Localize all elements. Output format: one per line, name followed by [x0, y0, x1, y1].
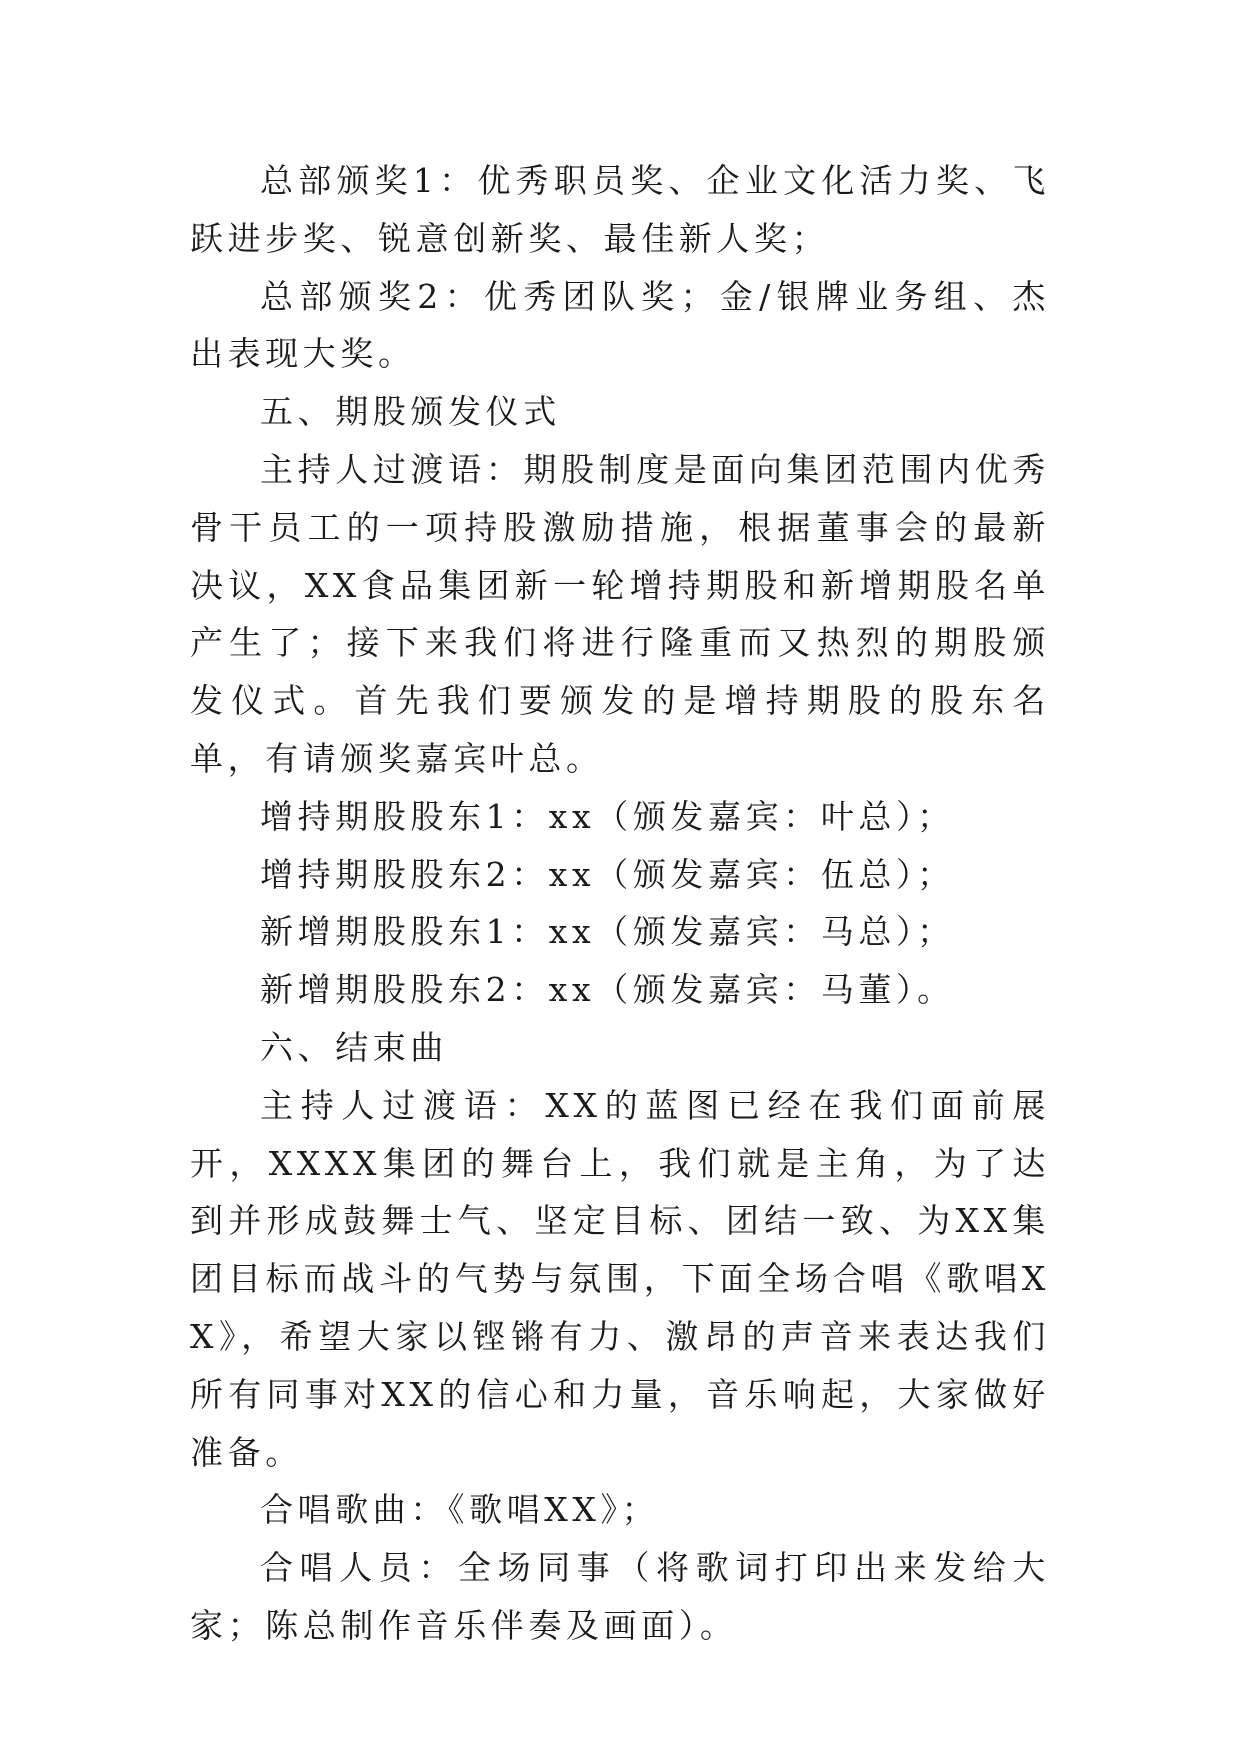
paragraph-headquarters-award-2: 总部颁奖2：优秀团队奖；金/银牌业务组、杰出表现大奖。	[190, 276, 1050, 374]
list-item-new-shareholder-2: 新增期股股东2：xx（颁发嘉宾：马董）。	[260, 970, 955, 1010]
document-body	[190, 152, 1050, 1655]
section-heading-option-ceremony: 五、期股颁发仪式	[260, 392, 561, 432]
paragraph-host-transition-closing: 主持人过渡语：XX的蓝图已经在我们面前展开，XXXX集团的舞台上，我们就是主角，为了达到并形成鼓舞士气、坚定目标、团结一致、为XX集团目标而战斗的气势与氛围，下面全场合唱《歌唱XX》，希望大家以铿锵有力、激昂的声音来表达我们所有同事对XX的信心和力量，音乐响起，大家做好准备。	[190, 1085, 1050, 1472]
list-item-added-shareholder-1: 增持期股股东1：xx（颁发嘉宾：叶总）；	[260, 796, 955, 836]
list-item-new-shareholder-1: 新增期股股东1：xx（颁发嘉宾：马总）；	[260, 912, 955, 952]
paragraph-chorus-members: 合唱人员：全场同事（将歌词打印出来发给大家；陈总制作音乐伴奏及画面）。	[190, 1548, 1050, 1645]
paragraph-headquarters-award-1: 总部颁奖1：优秀职员奖、企业文化活力奖、飞跃进步奖、锐意创新奖、最佳新人奖；	[190, 161, 1050, 258]
paragraph-chorus-song: 合唱歌曲：《歌唱XX》；	[260, 1490, 660, 1530]
paragraph-host-transition-options: 主持人过渡语：期股制度是面向集团范围内优秀骨干员工的一项持股激励措施，根据董事会的最新决议，XX食品集团新一轮增持期股和新增期股名单产生了；接下来我们将进行隆重而又热烈的期股颁发仪式。首先我们要颁发的是增持期股的股东名单，有请颁奖嘉宾叶总。	[190, 449, 1050, 778]
section-heading-closing-song: 六、结束曲	[260, 1027, 448, 1067]
list-item-added-shareholder-2: 增持期股股东2：xx（颁发嘉宾：伍总）；	[260, 854, 955, 894]
